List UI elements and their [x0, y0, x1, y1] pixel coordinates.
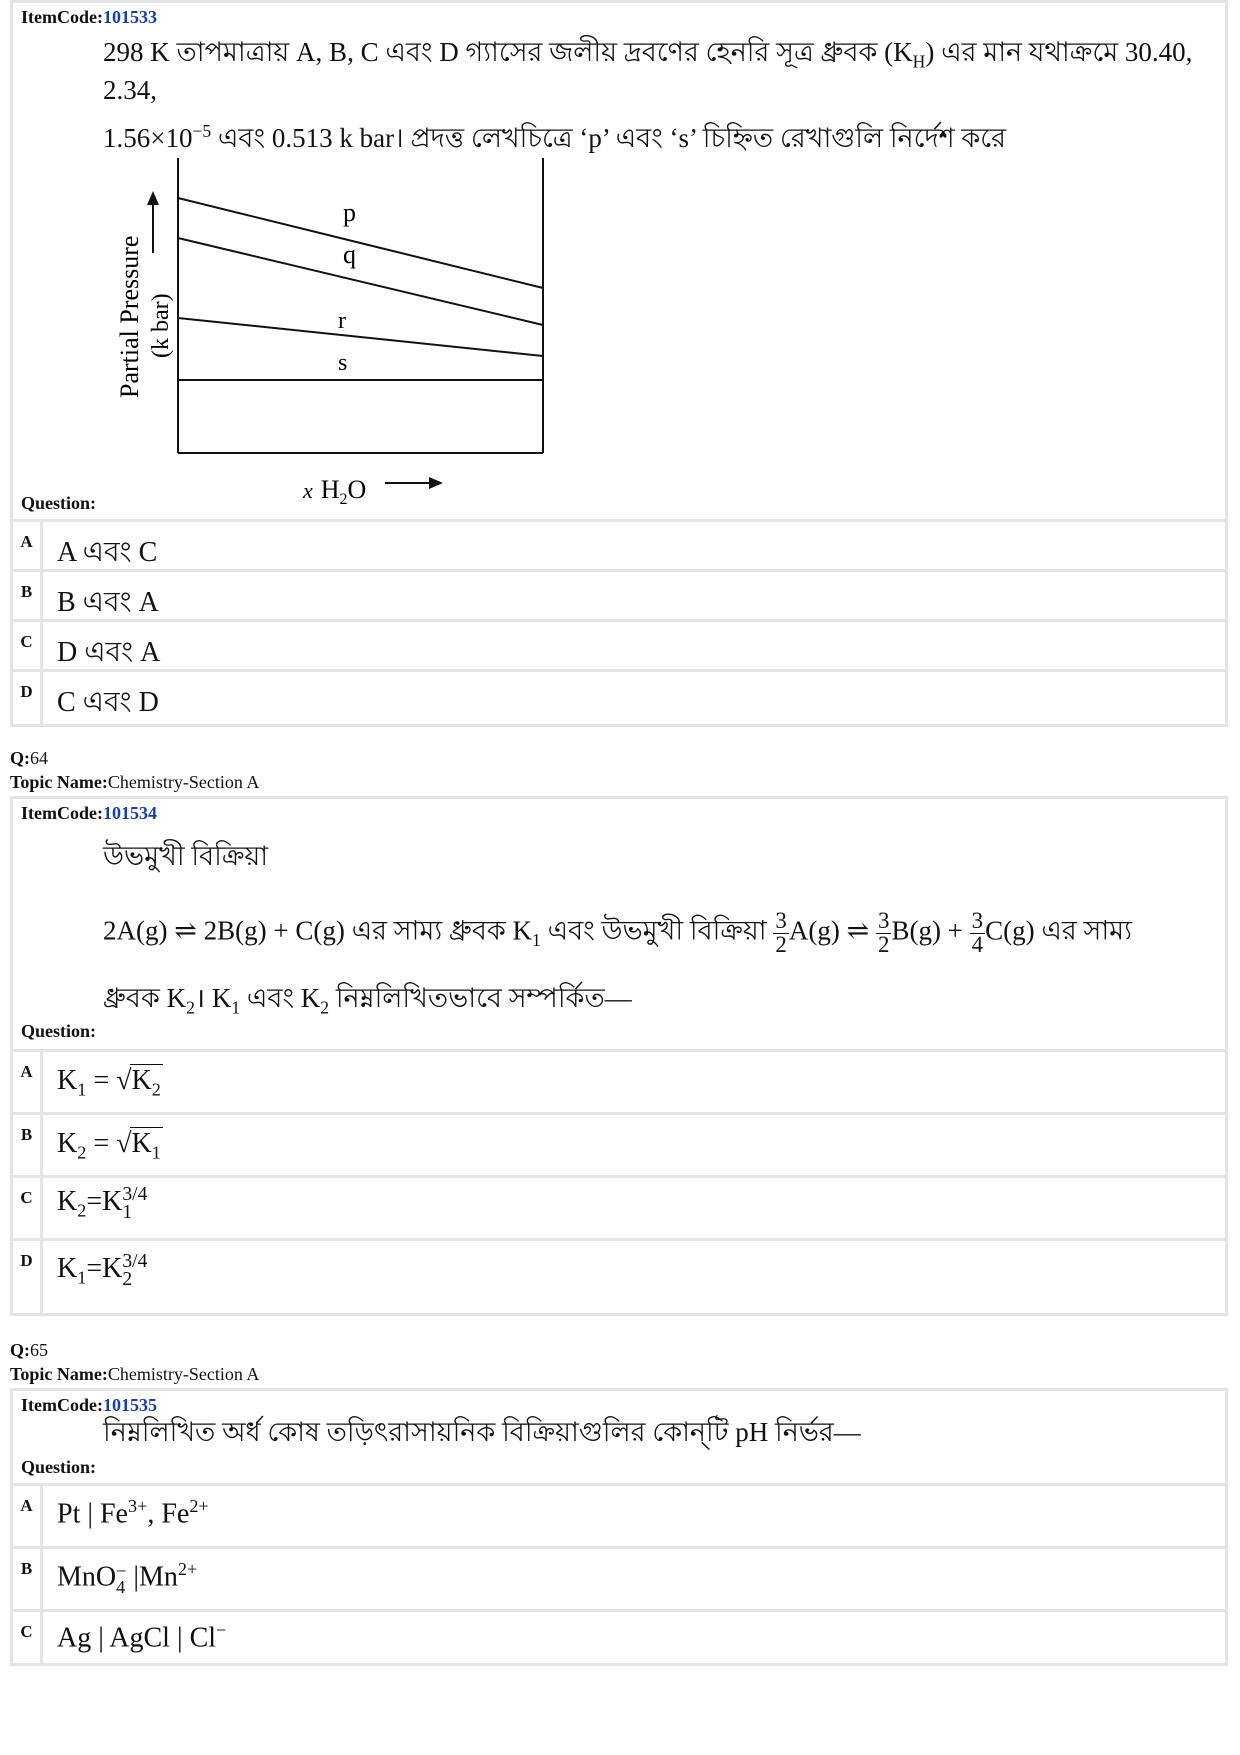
option-a[interactable]	[13, 1049, 1225, 1112]
question-text	[103, 839, 1223, 1019]
option-letter: D	[13, 1241, 43, 1313]
option-letter: A	[13, 1052, 43, 1112]
item-code-number: 101533	[102, 7, 157, 27]
option-text: MnO − 4 $|Mn^{2+}$	[57, 1559, 198, 1597]
graph-label-q: q	[343, 240, 356, 269]
option-letter: B	[13, 1115, 43, 1175]
question-text	[103, 35, 1223, 156]
option-c[interactable]	[13, 1175, 1225, 1238]
question-text-line-1: 298 K তাপমাত্রায় A, B, C এবং D গ্যাসের জলীয় দ্রবণের হেনরি সূত্র ধ্রুবক $(K_H)$ এর মান যথাক্রমে 30.40, 2.34,	[103, 37, 1193, 106]
option-b[interactable]	[13, 569, 1225, 619]
option-letter: A	[13, 1486, 43, 1546]
question-number: Q:65	[10, 1340, 48, 1360]
question-block-64	[10, 796, 1228, 1316]
item-code-number: 101534	[102, 803, 157, 823]
question-block-63	[10, 0, 1228, 727]
question-text: নিম্নলিখিত অর্ধ কোষ তড়িৎরাসায়নিক বিক্রিয়াগুলির কোন্‌টি pH নির্ভর—	[103, 1417, 861, 1447]
graph-label-p: p	[343, 198, 356, 227]
option-text: B এবং A	[57, 587, 159, 618]
option-text: D এবং A	[57, 637, 161, 668]
option-letter: C	[13, 1178, 43, 1238]
partial-pressure-graph	[103, 153, 563, 513]
graph-label-r: r	[338, 308, 346, 334]
option-c[interactable]	[13, 1609, 1225, 1663]
question-label: Question:	[21, 1021, 97, 1041]
option-a[interactable]	[13, 1483, 1225, 1546]
option-text: $K_2 = √K_1$	[57, 1128, 161, 1163]
option-text: $K_2=K$ 3/4 1	[57, 1184, 148, 1223]
item-code: ItemCode:101534	[21, 803, 157, 823]
question-label: Question:	[21, 1457, 97, 1477]
option-c[interactable]	[13, 619, 1225, 669]
option-b[interactable]	[13, 1112, 1225, 1175]
option-letter: C	[13, 1612, 43, 1663]
question-text-line-3: ধ্রুবক $K_2।$ $K_1$ এবং $K_2$ নিম্নলিখিতভাবে সম্পর্কিত—	[103, 983, 632, 1018]
option-text: A এবং C	[57, 537, 158, 568]
option-d[interactable]	[13, 669, 1225, 724]
question-block-65	[10, 1388, 1228, 1666]
option-text: $K_1 = √K_2$	[57, 1065, 161, 1100]
option-letter: D	[13, 672, 43, 724]
topic-name: Topic Name:Chemistry-Section A	[10, 1364, 260, 1384]
graph-line-r	[178, 318, 543, 356]
question-text-line-1: উভমুখী বিক্রিয়া	[103, 841, 269, 871]
topic-name: Topic Name:Chemistry-Section A	[10, 772, 260, 792]
option-text: Pt | $Fe^{3+}$, $Fe^{2+}$	[57, 1496, 209, 1530]
question-number: Q:64	[10, 748, 48, 768]
graph-y-label: Partial Pressure	[115, 235, 144, 398]
graph-y-unit: (k bar)	[148, 293, 174, 358]
graph-x-label: x $H_2O$	[303, 475, 367, 508]
option-text: $K_1=K$ 3/4 2	[57, 1251, 148, 1290]
option-b[interactable]	[13, 1546, 1225, 1609]
graph-line-q	[178, 238, 543, 325]
graph-label-s: s	[338, 350, 348, 376]
option-a[interactable]	[13, 519, 1225, 569]
question-text-line-2: $1.56\times 10^{-5}$ এবং 0.513 k bar। প্রদত্ত লেখচিত্রে ‘p’ এবং ‘s’ চিহ্নিত রেখাগুলি নির্দেশ করে	[103, 121, 1007, 154]
question-text-line-2: 2A(g) ⇌ 2B(g) + C(g) এর সাম্য ধ্রুবক $K_1$ এবং উভমুখী বিক্রিয়া $\frac{3}{2}$ A(g) ⇌ $\frac{3}{2}$ B(g) + $\frac{3}{4}$ C(g) এর সাম্য	[103, 908, 1132, 958]
option-letter: B	[13, 1549, 43, 1609]
item-code-number: 101535	[102, 1395, 157, 1415]
graph-line-p	[178, 198, 543, 288]
option-letter: A	[13, 522, 43, 569]
option-text: C এবং D	[57, 687, 159, 718]
item-code: ItemCode:101535	[21, 1395, 157, 1415]
option-text: Ag | AgCl | Cl−	[57, 1620, 227, 1654]
option-letter: C	[13, 622, 43, 669]
option-d[interactable]	[13, 1238, 1225, 1313]
item-code: ItemCode:101533	[21, 7, 157, 27]
option-letter: B	[13, 572, 43, 619]
question-label: Question:	[21, 493, 97, 513]
